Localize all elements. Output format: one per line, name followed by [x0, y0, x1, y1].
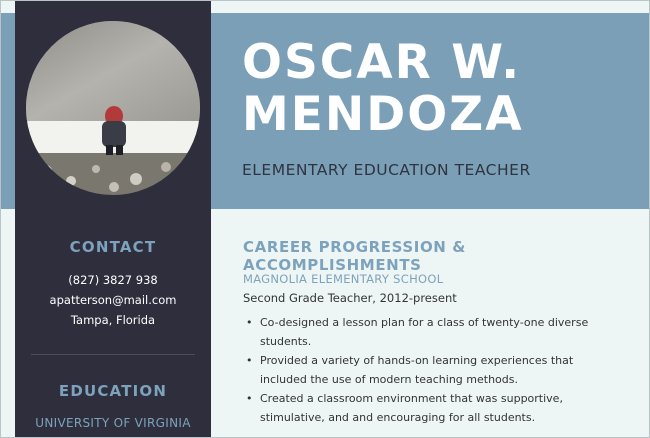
list-item	[243, 390, 623, 427]
name-line-1: OSCAR W.	[242, 35, 522, 90]
career-section-heading: CAREER PROGRESSION & ACCOMPLISHMENTS	[243, 238, 466, 274]
accomplishments-list	[243, 314, 623, 428]
employer-name: MAGNOLIA ELEMENTARY SCHOOL	[243, 272, 444, 286]
contact-heading: CONTACT	[69, 238, 157, 256]
candidate-name	[242, 37, 524, 141]
education-heading: EDUCATION	[58, 382, 168, 400]
name-line-2: MENDOZA	[242, 87, 524, 142]
bullet-text: Created a classroom environment that was supportive, stimulative, and and encouraging for all students.	[260, 392, 563, 424]
job-title: ELEMENTARY EDUCATION TEACHER	[242, 161, 531, 179]
contact-location: Tampa, Florida	[70, 313, 156, 327]
role-title: Second Grade Teacher, 2012-present	[243, 291, 457, 305]
contact-phone: (827) 3827 938	[68, 273, 158, 287]
bullet-text: Provided a variety of hands-on learning experiences that included the use of modern teaching methods.	[260, 354, 574, 386]
bullet-icon: •	[246, 354, 253, 367]
list-item	[243, 314, 623, 351]
bullet-icon: •	[246, 392, 253, 405]
bullet-icon: •	[246, 316, 253, 329]
sidebar-divider	[31, 354, 195, 355]
profile-photo	[26, 21, 200, 195]
sidebar	[15, 1, 211, 438]
list-item	[243, 352, 623, 389]
education-school: UNIVERSITY OF VIRGINIA	[35, 416, 191, 430]
contact-email[interactable]: apatterson@mail.com	[49, 293, 177, 307]
bullet-text: Co-designed a lesson plan for a class of twenty-one diverse students.	[260, 316, 589, 348]
